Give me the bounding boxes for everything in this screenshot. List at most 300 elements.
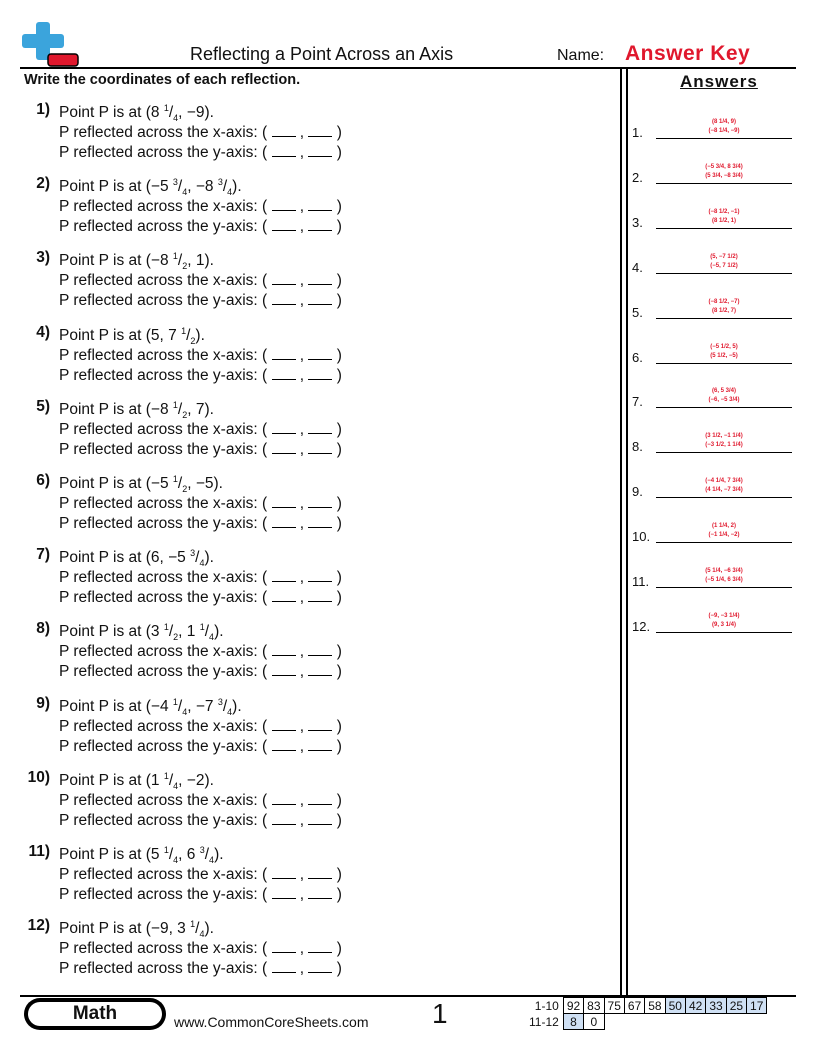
answer-x-reflection: (−4 1/4, 7 3/4): [705, 478, 743, 485]
point-text: Point P is at (−4: [59, 697, 173, 715]
y-reflection-prompt: [59, 662, 342, 682]
x-coordinate-blank: [272, 959, 296, 973]
point-text: ).: [204, 920, 214, 938]
subject-badge: [24, 998, 166, 1030]
answer-y-reflection: (9, 3 1/4): [711, 621, 736, 628]
answer-number: 1.: [632, 125, 643, 140]
answer-x-reflection: (5, −7 1/2): [710, 253, 738, 260]
y-reflection-prompt: [59, 885, 342, 905]
score-range-label: 11-12: [529, 1014, 559, 1029]
problem-number: 9): [36, 694, 50, 712]
prompt-text: P reflected across the y-axis: (: [59, 886, 272, 903]
point-text: , 6: [178, 846, 200, 863]
problem-number: 3): [36, 249, 50, 267]
x-coordinate-blank: [272, 642, 296, 656]
fraction-denominator: 4: [182, 706, 188, 717]
y-coordinate-blank: [308, 811, 332, 825]
comma: ,: [295, 643, 309, 661]
point-text: , −8: [187, 178, 218, 196]
answer-line: [656, 452, 792, 453]
prompt-text: P reflected across the x-axis: (: [59, 569, 272, 587]
answer-y-reflection: (−1 1/4, −2): [708, 532, 740, 539]
y-reflection-prompt: [59, 366, 342, 386]
x-coordinate-blank: [272, 143, 296, 157]
prompt-text: P reflected across the y-axis: (: [59, 515, 272, 532]
problem-number: 12): [27, 917, 50, 935]
problem-point: [59, 177, 242, 197]
comma: ,: [295, 811, 309, 829]
prompt-text: P reflected across the x-axis: (: [59, 866, 272, 883]
instructions: Write the coordinates of each reflection.: [24, 72, 301, 88]
fraction-numerator: 1: [163, 770, 169, 781]
answer-number: 7.: [632, 394, 643, 410]
problem-point: [59, 474, 223, 494]
fraction-numerator: 1: [172, 399, 178, 410]
point-text: Point P is at (8: [59, 104, 164, 121]
prompt-text: P reflected across the y-axis: (: [59, 218, 272, 236]
x-coordinate-blank: [272, 514, 296, 528]
comma: ,: [295, 440, 309, 458]
answer-x-reflection: (5 1/4, −6 3/4): [705, 568, 743, 574]
fraction-numerator: 1: [172, 696, 178, 707]
answer-column-divider: [620, 68, 622, 995]
answer-y-reflection: (−5 1/4, 6 3/4): [705, 577, 743, 583]
problem-number: 4): [36, 323, 50, 341]
answer-number: 5.: [632, 304, 643, 320]
answer-y-reflection: (5 1/2, −5): [710, 352, 738, 359]
fraction-slash: /: [195, 920, 200, 938]
answer-y-reflection: (8 1/2, 1): [711, 217, 736, 224]
score-cell: 8: [563, 1014, 583, 1030]
comma: ,: [295, 866, 309, 883]
point-text: Point P is at (−5: [59, 475, 173, 492]
x-coordinate-blank: [272, 494, 296, 508]
fraction-denominator: 4: [209, 632, 215, 643]
score-range-label: 1-10: [534, 998, 559, 1013]
y-reflection-prompt: [59, 514, 342, 534]
answer-x-reflection: (−8 1/2, −1): [708, 208, 740, 215]
comma: ,: [295, 589, 309, 607]
y-reflection-prompt: [59, 440, 342, 460]
fraction-denominator: 4: [209, 855, 215, 866]
point-text: , −7: [187, 697, 218, 715]
answer-number: 9.: [632, 484, 643, 500]
comma: ,: [295, 886, 309, 903]
close-paren: ): [332, 866, 342, 883]
x-coordinate-blank: [272, 791, 296, 805]
close-paren: ): [332, 420, 342, 438]
comma: ,: [295, 366, 309, 384]
score-cell: 17: [747, 998, 767, 1014]
y-coordinate-blank: [308, 642, 332, 656]
answer-y-reflection: (−5, 7 1/2): [710, 262, 738, 269]
answer-number: 3.: [632, 214, 643, 230]
website-label: www.CommonCoreSheets.com: [174, 1014, 369, 1030]
comma: ,: [295, 144, 309, 161]
fraction-slash: /: [177, 178, 183, 196]
answer-item: [632, 280, 792, 320]
close-paren: ): [332, 569, 342, 587]
point-text: ).: [214, 846, 224, 863]
answer-x-reflection: (−5 1/2, 5): [710, 343, 738, 350]
comma: ,: [295, 791, 309, 809]
comma: ,: [295, 960, 309, 978]
fraction-denominator: 4: [182, 187, 188, 198]
prompt-text: P reflected across the x-axis: (: [59, 717, 272, 735]
x-reflection-prompt: [59, 939, 342, 959]
prompt-text: P reflected across the x-axis: (: [59, 643, 272, 661]
point-text: , 1).: [187, 252, 214, 270]
prompt-text: P reflected across the x-axis: (: [59, 198, 272, 216]
fraction-slash: /: [168, 771, 174, 789]
prompt-text: P reflected across the x-axis: (: [59, 124, 272, 141]
close-paren: ): [332, 515, 342, 532]
problem-number: 8): [36, 620, 50, 638]
problem-point: [59, 622, 224, 642]
y-reflection-prompt: [59, 588, 342, 608]
comma: ,: [295, 495, 309, 512]
y-reflection-prompt: [59, 143, 342, 163]
fraction-slash: /: [204, 846, 210, 863]
fraction-denominator: 4: [173, 113, 179, 124]
point-text: ).: [214, 623, 224, 641]
x-coordinate-blank: [272, 366, 296, 380]
comma: ,: [295, 940, 309, 958]
subject-label: Math: [28, 1002, 162, 1026]
y-coordinate-blank: [308, 123, 332, 137]
y-reflection-prompt: [59, 291, 342, 311]
point-text: Point P is at (1: [59, 771, 164, 789]
score-cell: 75: [604, 998, 624, 1014]
answer-number: 2.: [632, 169, 643, 185]
x-reflection-prompt: [59, 271, 342, 291]
answer-line: [656, 497, 792, 498]
y-coordinate-blank: [308, 197, 332, 211]
fraction-denominator: 4: [227, 187, 233, 198]
x-reflection-prompt: [59, 494, 342, 514]
y-coordinate-blank: [308, 737, 332, 751]
prompt-text: P reflected across the x-axis: (: [59, 791, 272, 809]
close-paren: ): [332, 811, 342, 829]
fraction-slash: /: [204, 623, 210, 641]
fraction-numerator: 1: [190, 919, 196, 930]
name-label: Name:: [557, 47, 605, 64]
score-table: [526, 997, 767, 1030]
x-coordinate-blank: [272, 865, 296, 879]
prompt-text: P reflected across the y-axis: (: [59, 292, 272, 310]
comma: ,: [295, 737, 309, 755]
problem-point: [59, 697, 242, 717]
answer-line: [656, 363, 792, 364]
fraction-numerator: 3: [190, 548, 196, 559]
x-coordinate-blank: [272, 420, 296, 434]
problem-point: [59, 326, 205, 346]
fraction-denominator: 2: [182, 409, 188, 420]
y-coordinate-blank: [308, 143, 332, 157]
fraction-denominator: 4: [173, 780, 179, 791]
score-cell: 83: [584, 998, 604, 1014]
point-text: ).: [204, 549, 214, 567]
answer-number: 6.: [632, 349, 643, 365]
point-text: , 1: [178, 623, 200, 641]
y-coordinate-blank: [308, 865, 332, 879]
answer-line: [656, 183, 792, 184]
prompt-text: P reflected across the y-axis: (: [59, 737, 272, 755]
answer-x-reflection: (3 1/2, −1 1/4): [705, 433, 743, 440]
close-paren: ): [332, 440, 342, 458]
answer-y-reflection: (4 1/4, −7 3/4): [705, 487, 743, 494]
prompt-text: P reflected across the x-axis: (: [59, 346, 272, 364]
prompt-text: P reflected across the x-axis: (: [59, 420, 272, 438]
point-text: Point P is at (−8: [59, 400, 173, 418]
fraction-numerator: 1: [181, 325, 187, 336]
y-coordinate-blank: [308, 440, 332, 454]
comma: ,: [295, 663, 309, 681]
fraction-numerator: 1: [163, 102, 169, 113]
fraction-denominator: 2: [190, 335, 196, 346]
x-reflection-prompt: [59, 197, 342, 217]
y-coordinate-blank: [308, 494, 332, 508]
y-coordinate-blank: [308, 568, 332, 582]
point-text: Point P is at (−9, 3: [59, 920, 191, 938]
y-reflection-prompt: [59, 959, 342, 979]
answer-line: [656, 632, 792, 633]
problem-number: 11): [28, 843, 50, 860]
answer-item: [632, 414, 792, 454]
score-cell: 25: [726, 998, 746, 1014]
x-coordinate-blank: [272, 662, 296, 676]
x-reflection-prompt: [59, 642, 342, 662]
close-paren: ): [332, 366, 342, 384]
fraction-slash: /: [168, 623, 174, 641]
fraction-numerator: 1: [199, 622, 205, 633]
x-coordinate-blank: [272, 939, 296, 953]
point-text: Point P is at (−8: [59, 252, 173, 270]
point-text: ).: [195, 326, 205, 344]
fraction-slash: /: [177, 252, 183, 270]
comma: ,: [295, 272, 309, 290]
fraction-numerator: 1: [172, 251, 178, 262]
answer-item: [632, 504, 792, 544]
answer-item: [632, 459, 792, 499]
point-text: Point P is at (3: [59, 623, 164, 641]
header-divider: [20, 67, 796, 69]
answer-item: [632, 369, 792, 409]
x-coordinate-blank: [272, 197, 296, 211]
score-cell: 0: [584, 1014, 604, 1030]
point-text: , −9).: [178, 104, 214, 121]
answer-item: [632, 145, 792, 185]
fraction-slash: /: [222, 178, 228, 196]
point-text: Point P is at (−5: [59, 178, 173, 196]
answer-x-reflection: (−5 3/4, 8 3/4): [705, 163, 743, 170]
y-coordinate-blank: [308, 271, 332, 285]
score-cell: 67: [624, 998, 644, 1014]
answer-y-reflection: (−8 1/4, −9): [708, 128, 740, 134]
problem-number: 5): [36, 397, 50, 415]
prompt-text: P reflected across the y-axis: (: [59, 366, 272, 384]
close-paren: ): [332, 124, 342, 141]
fraction-slash: /: [177, 697, 183, 715]
answer-number: 11.: [632, 574, 650, 589]
answer-item: [632, 325, 792, 365]
y-coordinate-blank: [308, 514, 332, 528]
y-coordinate-blank: [308, 791, 332, 805]
close-paren: ): [332, 737, 342, 755]
comma: ,: [295, 569, 309, 587]
problem-number: 7): [36, 546, 50, 564]
x-coordinate-blank: [272, 885, 296, 899]
x-reflection-prompt: [59, 568, 342, 588]
answer-line: [656, 542, 792, 543]
answer-line: [656, 318, 792, 319]
answer-number: 8.: [632, 439, 643, 455]
answer-item: [632, 190, 792, 230]
problem-point: [59, 400, 214, 420]
y-reflection-prompt: [59, 737, 342, 757]
score-cell: 33: [706, 998, 726, 1014]
score-row: [526, 1014, 767, 1030]
close-paren: ): [332, 495, 342, 512]
close-paren: ): [332, 960, 342, 978]
prompt-text: P reflected across the x-axis: (: [59, 495, 272, 512]
y-coordinate-blank: [308, 939, 332, 953]
prompt-text: P reflected across the y-axis: (: [59, 144, 272, 161]
fraction-denominator: 2: [173, 632, 179, 643]
answer-key-label: Answer Key: [625, 42, 751, 65]
answer-y-reflection: (5 3/4, −8 3/4): [705, 172, 743, 179]
point-text: Point P is at (5: [59, 846, 164, 863]
comma: ,: [295, 717, 309, 735]
problem-point: [59, 771, 214, 791]
score-row: [526, 998, 767, 1014]
fraction-denominator: 4: [227, 706, 233, 717]
fraction-numerator: 1: [172, 473, 178, 484]
score-cell: 50: [665, 998, 685, 1014]
comma: ,: [295, 515, 309, 532]
x-coordinate-blank: [272, 217, 296, 231]
x-coordinate-blank: [272, 737, 296, 751]
x-coordinate-blank: [272, 568, 296, 582]
y-coordinate-blank: [308, 588, 332, 602]
fraction-numerator: 3: [217, 696, 223, 707]
answer-line: [656, 138, 792, 139]
x-reflection-prompt: [59, 420, 342, 440]
fraction-slash: /: [222, 697, 228, 715]
x-reflection-prompt: [59, 791, 342, 811]
comma: ,: [295, 218, 309, 236]
close-paren: ): [332, 663, 342, 681]
close-paren: ): [332, 272, 342, 290]
answer-x-reflection: (−8 1/2, −7): [708, 298, 740, 305]
y-coordinate-blank: [308, 959, 332, 973]
y-coordinate-blank: [308, 885, 332, 899]
answer-y-reflection: (−3 1/2, 1 1/4): [705, 442, 743, 449]
x-coordinate-blank: [272, 440, 296, 454]
answer-number: 4.: [632, 259, 643, 275]
close-paren: ): [332, 346, 342, 364]
close-paren: ): [332, 886, 342, 903]
close-paren: ): [332, 589, 342, 607]
fraction-numerator: 3: [172, 177, 178, 188]
y-reflection-prompt: [59, 811, 342, 831]
close-paren: ): [332, 940, 342, 958]
answer-x-reflection: (1 1/4, 2): [711, 523, 736, 530]
prompt-text: P reflected across the x-axis: (: [59, 940, 272, 958]
y-coordinate-blank: [308, 346, 332, 360]
point-text: ).: [232, 697, 242, 715]
fraction-slash: /: [186, 326, 191, 344]
point-text: , −2).: [178, 771, 214, 789]
fraction-denominator: 4: [173, 855, 179, 866]
answer-y-reflection: (8 1/2, 7): [711, 307, 736, 314]
fraction-denominator: 4: [199, 558, 205, 569]
problem-number: 1): [36, 101, 50, 118]
y-reflection-prompt: [59, 217, 342, 237]
answer-x-reflection: (8 1/4, 9): [711, 119, 736, 125]
answer-number: 10.: [632, 529, 651, 545]
score-cell: 42: [685, 998, 705, 1014]
problem-point: [59, 845, 224, 865]
point-text: Point P is at (6, −5: [59, 549, 191, 567]
x-reflection-prompt: [59, 865, 342, 885]
close-paren: ): [332, 144, 342, 161]
close-paren: ): [332, 198, 342, 216]
prompt-text: P reflected across the x-axis: (: [59, 272, 272, 290]
y-coordinate-blank: [308, 420, 332, 434]
answer-x-reflection: (6, 5 3/4): [711, 388, 736, 395]
point-text: , 7).: [187, 400, 214, 418]
answer-x-reflection: (−9, −3 1/4): [708, 612, 740, 619]
y-coordinate-blank: [308, 662, 332, 676]
answer-item: [632, 594, 792, 634]
x-coordinate-blank: [272, 271, 296, 285]
problem-point: [59, 548, 214, 568]
answers-heading: Answers: [680, 72, 758, 91]
x-reflection-prompt: [59, 123, 342, 143]
prompt-text: P reflected across the y-axis: (: [59, 960, 272, 978]
close-paren: ): [332, 643, 342, 661]
x-reflection-prompt: [59, 717, 342, 737]
fraction-slash: /: [177, 475, 183, 492]
comma: ,: [295, 292, 309, 310]
prompt-text: P reflected across the y-axis: (: [59, 440, 272, 458]
answer-item: [632, 549, 792, 589]
page-title: Reflecting a Point Across an Axis: [190, 44, 454, 64]
y-coordinate-blank: [308, 291, 332, 305]
problem-number: 2): [36, 175, 50, 193]
x-coordinate-blank: [272, 811, 296, 825]
problem-number: 6): [36, 472, 50, 489]
logo-plus-minus-icon: [22, 22, 80, 68]
answer-line: [656, 587, 792, 588]
answer-number: 12.: [632, 618, 651, 634]
answer-y-reflection: (−6, −5 3/4): [708, 397, 740, 404]
x-coordinate-blank: [272, 346, 296, 360]
comma: ,: [295, 198, 309, 216]
close-paren: ): [332, 791, 342, 809]
close-paren: ): [332, 218, 342, 236]
fraction-numerator: 1: [163, 844, 169, 855]
answer-item: [632, 100, 792, 140]
fraction-slash: /: [168, 104, 174, 121]
answer-line: [656, 407, 792, 408]
problem-point: [59, 103, 214, 123]
prompt-text: P reflected across the y-axis: (: [59, 811, 272, 829]
point-text: Point P is at (5, 7: [59, 326, 182, 344]
fraction-slash: /: [177, 400, 183, 418]
fraction-numerator: 3: [199, 844, 205, 855]
